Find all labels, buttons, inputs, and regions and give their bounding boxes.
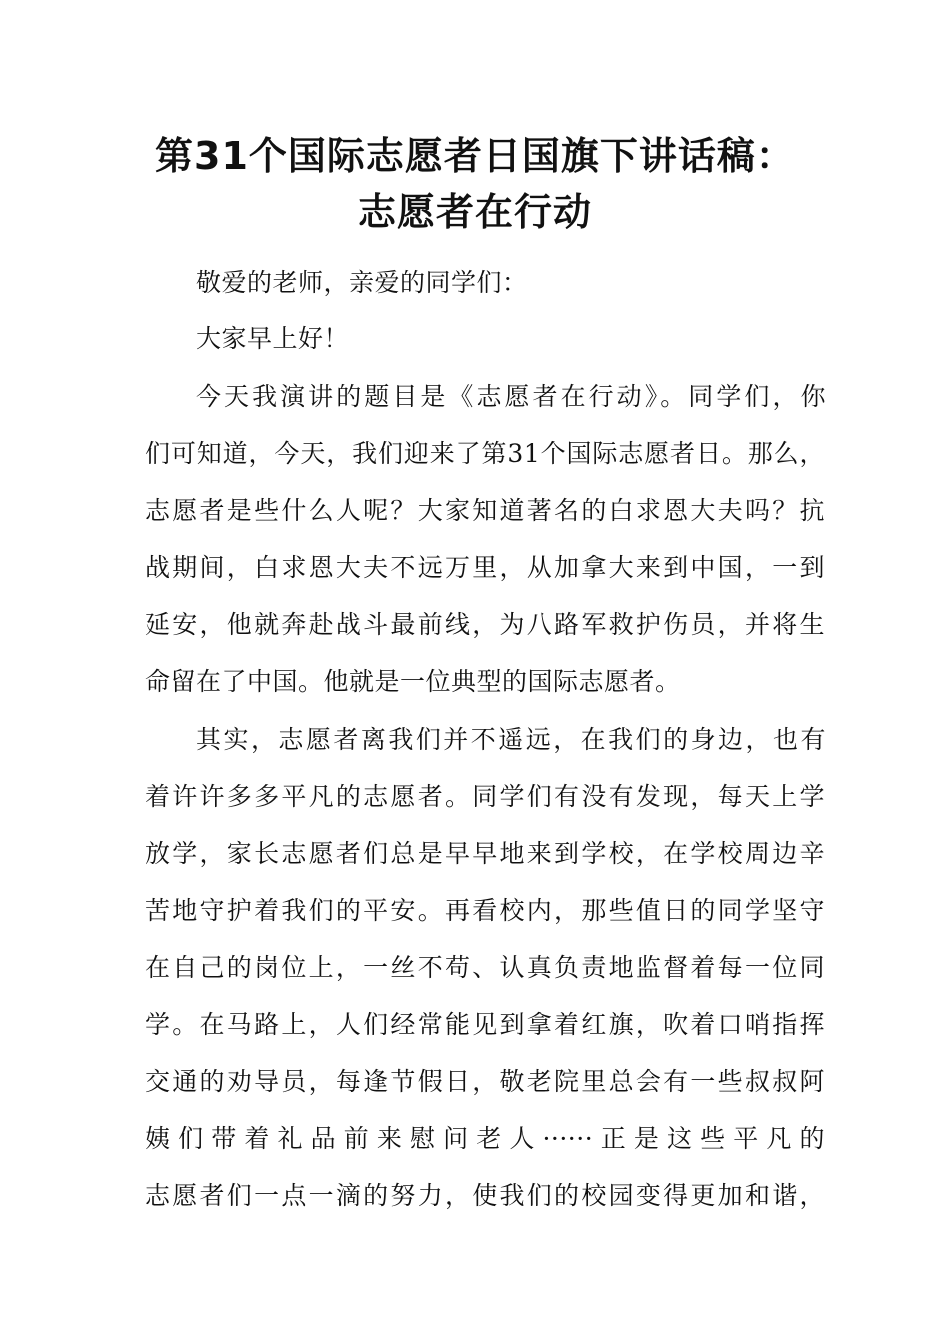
document-title-line-2: 志愿者在行动 [357, 190, 592, 234]
paragraph-1-line: 战期间，白求恩大夫不远万里，从加拿大来到中国，一到 [145, 553, 825, 582]
paragraph-1-line: 今天我演讲的题目是《志愿者在行动》。同学们，你 [196, 382, 826, 411]
paragraph-1-line: 延安，他就奔赴战斗最前线，为八路军救护伤员，并将生 [145, 610, 825, 639]
document-title-line-1: 第31个国际志愿者日国旗下讲话稿： [155, 134, 795, 178]
paragraph-2-line: 在自己的岗位上，一丝不苟、认真负责地监督着每一位同 [145, 953, 825, 982]
paragraph-2-line: 姨们带着礼品前来慰问老人······正是这些平凡的 [145, 1124, 825, 1153]
greeting: 大家早上好！ [196, 324, 350, 353]
paragraph-1-line: 命留在了中国。他就是一位典型的国际志愿者。 [145, 667, 681, 696]
paragraph-2-line: 着许许多多平凡的志愿者。同学们有没有发现，每天上学 [145, 782, 825, 811]
paragraph-2-line: 苦地守护着我们的平安。再看校内，那些值日的同学坚守 [145, 896, 825, 925]
paragraph-2-line: 志愿者们一点一滴的努力，使我们的校园变得更加和谐， [145, 1181, 825, 1210]
paragraph-2-line: 其实，志愿者离我们并不遥远，在我们的身边，也有 [196, 725, 826, 754]
paragraph-1-line: 们可知道，今天，我们迎来了第31个国际志愿者日。那么， [145, 439, 825, 468]
paragraph-1-line: 志愿者是些什么人呢？大家知道著名的白求恩大夫吗？抗 [145, 496, 825, 525]
paragraph-2-line: 放学，家长志愿者们总是早早地来到学校，在学校周边辛 [145, 839, 825, 868]
paragraph-2-line: 交通的劝导员，每逢节假日，敬老院里总会有一些叔叔阿 [145, 1067, 825, 1096]
salutation: 敬爱的老师，亲爱的同学们： [196, 268, 528, 297]
paragraph-2-line: 学。在马路上，人们经常能见到拿着红旗，吹着口哨指挥 [145, 1010, 825, 1039]
